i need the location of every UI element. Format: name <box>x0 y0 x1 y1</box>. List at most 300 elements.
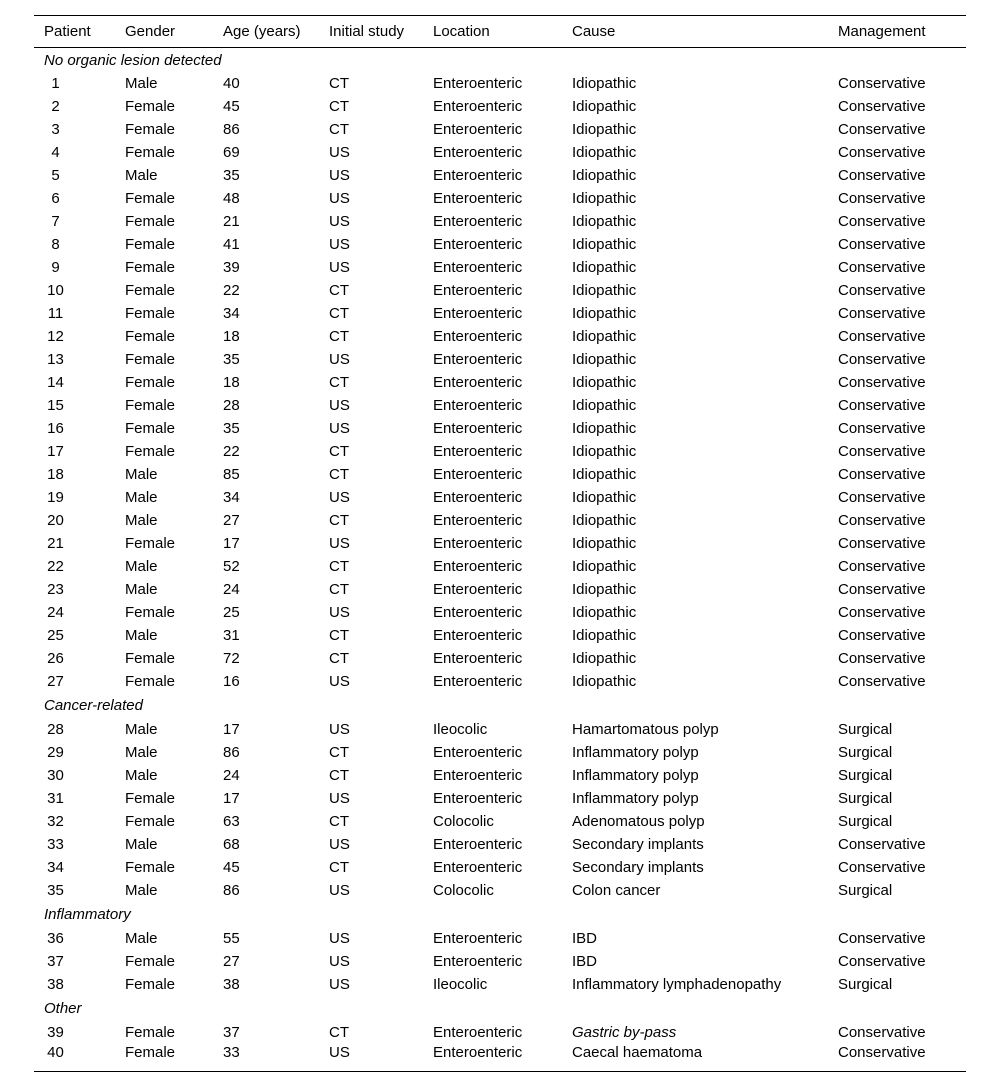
cell-cause: Idiopathic <box>572 512 637 529</box>
cell-management: Conservative <box>838 1044 926 1061</box>
cell-patient: 29 <box>47 744 64 761</box>
cell-cause: Idiopathic <box>572 121 637 138</box>
table-row <box>34 371 966 394</box>
cell-gender: Male <box>125 581 158 598</box>
cell-initial-study: CT <box>329 859 349 876</box>
cell-cause: Idiopathic <box>572 144 637 161</box>
cell-age: 34 <box>223 305 240 322</box>
cell-location: Enteroenteric <box>433 1024 523 1041</box>
cell-cause: Idiopathic <box>572 535 637 552</box>
cell-initial-study: CT <box>329 558 349 575</box>
cell-location: Enteroenteric <box>433 466 523 483</box>
cell-patient: 20 <box>47 512 64 529</box>
cell-cause: Idiopathic <box>572 489 637 506</box>
cell-cause: Idiopathic <box>572 305 637 322</box>
cell-patient: 32 <box>47 813 64 830</box>
cell-age: 28 <box>223 397 240 414</box>
cell-initial-study: US <box>329 721 350 738</box>
group-row <box>34 996 966 1021</box>
cell-age: 38 <box>223 976 240 993</box>
cell-gender: Female <box>125 397 176 414</box>
cell-initial-study: US <box>329 604 350 621</box>
cell-gender: Female <box>125 259 176 276</box>
cell-initial-study: US <box>329 535 350 552</box>
cell-initial-study: US <box>329 882 350 899</box>
cell-location: Enteroenteric <box>433 673 523 690</box>
cell-location: Enteroenteric <box>433 767 523 784</box>
cell-patient: 27 <box>47 673 64 690</box>
cell-location: Enteroenteric <box>433 328 523 345</box>
cell-location: Enteroenteric <box>433 190 523 207</box>
cell-management: Conservative <box>838 282 926 299</box>
cell-location: Enteroenteric <box>433 604 523 621</box>
cell-cause: Idiopathic <box>572 98 637 115</box>
cell-gender: Male <box>125 75 158 92</box>
cell-location: Enteroenteric <box>433 259 523 276</box>
table-row <box>34 787 966 810</box>
cell-gender: Male <box>125 836 158 853</box>
header-age: Age (years) <box>223 23 301 40</box>
cell-age: 69 <box>223 144 240 161</box>
cell-location: Enteroenteric <box>433 836 523 853</box>
cell-gender: Female <box>125 236 176 253</box>
cell-cause: Idiopathic <box>572 627 637 644</box>
cell-initial-study: US <box>329 673 350 690</box>
cell-initial-study: US <box>329 836 350 853</box>
header-patient: Patient <box>44 23 91 40</box>
cell-age: 40 <box>223 75 240 92</box>
cell-initial-study: CT <box>329 1024 349 1041</box>
cell-management: Surgical <box>838 767 893 784</box>
table-row <box>34 879 966 902</box>
group-label: Other <box>44 1000 82 1017</box>
cell-patient: 38 <box>47 976 64 993</box>
cell-patient: 35 <box>47 882 64 899</box>
group-label: No organic lesion detected <box>44 51 222 69</box>
cell-gender: Female <box>125 144 176 161</box>
cell-gender: Female <box>125 859 176 876</box>
cell-initial-study: CT <box>329 581 349 598</box>
cell-location: Colocolic <box>433 882 494 899</box>
cell-management: Conservative <box>838 489 926 506</box>
cell-gender: Male <box>125 167 158 184</box>
cell-initial-study: CT <box>329 282 349 299</box>
cell-cause: Idiopathic <box>572 581 637 598</box>
cell-initial-study: US <box>329 144 350 161</box>
cell-gender: Female <box>125 813 176 830</box>
cell-gender: Female <box>125 328 176 345</box>
cell-location: Enteroenteric <box>433 581 523 598</box>
cell-initial-study: US <box>329 790 350 807</box>
cell-initial-study: CT <box>329 767 349 784</box>
cell-age: 35 <box>223 351 240 368</box>
cell-location: Enteroenteric <box>433 953 523 970</box>
cell-cause: Idiopathic <box>572 558 637 575</box>
cell-age: 35 <box>223 420 240 437</box>
cell-cause: Idiopathic <box>572 443 637 460</box>
cell-initial-study: CT <box>329 627 349 644</box>
cell-patient: 15 <box>47 397 64 414</box>
cell-location: Enteroenteric <box>433 282 523 299</box>
header-location: Location <box>433 23 490 40</box>
group-label: Inflammatory <box>44 906 131 923</box>
cell-location: Enteroenteric <box>433 790 523 807</box>
table-row <box>34 764 966 787</box>
table-row <box>34 440 966 463</box>
cell-management: Conservative <box>838 1024 926 1041</box>
cell-location: Enteroenteric <box>433 650 523 667</box>
cell-patient: 4 <box>51 144 60 161</box>
cell-age: 85 <box>223 466 240 483</box>
cell-cause: Inflammatory polyp <box>572 767 699 784</box>
cell-initial-study: US <box>329 259 350 276</box>
cell-gender: Female <box>125 953 176 970</box>
cell-initial-study: CT <box>329 328 349 345</box>
cell-management: Conservative <box>838 190 926 207</box>
cell-patient: 1 <box>51 75 60 92</box>
cell-management: Conservative <box>838 121 926 138</box>
cell-management: Conservative <box>838 351 926 368</box>
table-row <box>34 927 966 950</box>
cell-patient: 17 <box>47 443 64 460</box>
cell-initial-study: CT <box>329 443 349 460</box>
cell-initial-study: CT <box>329 813 349 830</box>
cell-cause: Idiopathic <box>572 466 637 483</box>
cell-cause: Caecal haematoma <box>572 1044 703 1061</box>
cell-gender: Male <box>125 882 158 899</box>
header-row <box>34 16 966 48</box>
table-row <box>34 118 966 141</box>
cell-gender: Female <box>125 121 176 138</box>
cell-patient: 37 <box>47 953 64 970</box>
cell-gender: Male <box>125 466 158 483</box>
cell-age: 86 <box>223 882 240 899</box>
cell-patient: 36 <box>47 930 64 947</box>
cell-management: Conservative <box>838 144 926 161</box>
cell-location: Enteroenteric <box>433 558 523 575</box>
table-row <box>34 233 966 256</box>
cell-gender: Female <box>125 98 176 115</box>
header-cause: Cause <box>572 23 616 40</box>
cell-age: 18 <box>223 374 240 391</box>
cell-management: Conservative <box>838 650 926 667</box>
cell-initial-study: US <box>329 420 350 437</box>
cell-age: 17 <box>223 535 240 552</box>
cell-patient: 14 <box>47 374 64 391</box>
cell-gender: Female <box>125 1044 176 1061</box>
cell-location: Enteroenteric <box>433 744 523 761</box>
cell-management: Surgical <box>838 721 893 738</box>
cell-management: Conservative <box>838 512 926 529</box>
cell-initial-study: CT <box>329 650 349 667</box>
cell-location: Enteroenteric <box>433 627 523 644</box>
cell-management: Conservative <box>838 213 926 230</box>
table-row <box>34 417 966 440</box>
cell-age: 17 <box>223 721 240 738</box>
cell-initial-study: CT <box>329 374 349 391</box>
cell-patient: 33 <box>47 836 64 853</box>
cell-cause: Idiopathic <box>572 282 637 299</box>
cell-cause: Idiopathic <box>572 604 637 621</box>
table-row <box>34 509 966 532</box>
cell-management: Conservative <box>838 558 926 575</box>
cell-initial-study: CT <box>329 305 349 322</box>
cell-patient: 28 <box>47 721 64 738</box>
cell-initial-study: CT <box>329 98 349 115</box>
cell-management: Surgical <box>838 882 893 899</box>
cell-age: 17 <box>223 790 240 807</box>
cell-patient: 9 <box>51 259 60 276</box>
cell-cause: Idiopathic <box>572 213 637 230</box>
cell-patient: 19 <box>47 489 64 506</box>
table-row <box>34 647 966 670</box>
cell-management: Conservative <box>838 98 926 115</box>
cell-gender: Male <box>125 767 158 784</box>
cell-cause: Idiopathic <box>572 75 637 92</box>
cell-initial-study: US <box>329 953 350 970</box>
cell-initial-study: US <box>329 213 350 230</box>
table-header <box>34 16 966 48</box>
cell-cause: Idiopathic <box>572 650 637 667</box>
cell-age: 16 <box>223 673 240 690</box>
cell-gender: Female <box>125 213 176 230</box>
cell-age: 48 <box>223 190 240 207</box>
table-row <box>34 810 966 833</box>
cell-cause: Inflammatory polyp <box>572 790 699 807</box>
table-body <box>34 48 966 1072</box>
cell-location: Enteroenteric <box>433 213 523 230</box>
table-row <box>34 486 966 509</box>
cell-location: Enteroenteric <box>433 121 523 138</box>
group-row <box>34 902 966 927</box>
cell-management: Conservative <box>838 836 926 853</box>
cell-gender: Female <box>125 604 176 621</box>
cell-location: Enteroenteric <box>433 535 523 552</box>
cell-cause: Secondary implants <box>572 836 704 853</box>
cell-gender: Male <box>125 489 158 506</box>
cell-location: Enteroenteric <box>433 98 523 115</box>
table-row <box>34 833 966 856</box>
cell-age: 45 <box>223 859 240 876</box>
cell-cause: Idiopathic <box>572 259 637 276</box>
table-row <box>34 279 966 302</box>
cell-gender: Female <box>125 673 176 690</box>
cell-management: Conservative <box>838 259 926 276</box>
cell-initial-study: US <box>329 397 350 414</box>
cell-age: 33 <box>223 1044 240 1061</box>
cell-gender: Male <box>125 721 158 738</box>
cell-management: Conservative <box>838 627 926 644</box>
cell-management: Conservative <box>838 236 926 253</box>
group-row <box>34 693 966 718</box>
cell-initial-study: US <box>329 351 350 368</box>
cell-management: Conservative <box>838 443 926 460</box>
cell-initial-study: US <box>329 976 350 993</box>
table-row <box>34 210 966 233</box>
table-row <box>34 325 966 348</box>
cell-cause: Idiopathic <box>572 351 637 368</box>
cell-patient: 10 <box>47 282 64 299</box>
cell-age: 37 <box>223 1024 240 1041</box>
cell-age: 24 <box>223 581 240 598</box>
cell-management: Conservative <box>838 167 926 184</box>
group-row <box>34 48 966 73</box>
table-row <box>34 1044 966 1072</box>
cell-gender: Female <box>125 282 176 299</box>
cell-age: 41 <box>223 236 240 253</box>
cell-age: 45 <box>223 98 240 115</box>
cell-patient: 31 <box>47 790 64 807</box>
cell-gender: Female <box>125 420 176 437</box>
cell-management: Conservative <box>838 466 926 483</box>
cell-location: Enteroenteric <box>433 144 523 161</box>
cell-patient: 3 <box>51 121 60 138</box>
cell-age: 25 <box>223 604 240 621</box>
cell-initial-study: US <box>329 1044 350 1061</box>
table-row <box>34 187 966 210</box>
cell-management: Conservative <box>838 930 926 947</box>
cell-patient: 34 <box>47 859 64 876</box>
table-row <box>34 973 966 996</box>
cell-management: Conservative <box>838 604 926 621</box>
cell-age: 18 <box>223 328 240 345</box>
cell-location: Enteroenteric <box>433 167 523 184</box>
cell-gender: Female <box>125 190 176 207</box>
cell-patient: 2 <box>51 98 60 115</box>
cell-age: 34 <box>223 489 240 506</box>
table-row <box>34 141 966 164</box>
cell-initial-study: US <box>329 930 350 947</box>
cell-management: Surgical <box>838 744 893 761</box>
cell-cause: Adenomatous polyp <box>572 813 705 830</box>
cell-initial-study: US <box>329 190 350 207</box>
cell-cause: Idiopathic <box>572 397 637 414</box>
cell-patient: 23 <box>47 581 64 598</box>
cell-initial-study: CT <box>329 466 349 483</box>
cell-gender: Female <box>125 535 176 552</box>
cell-age: 24 <box>223 767 240 784</box>
cell-initial-study: CT <box>329 744 349 761</box>
cell-management: Conservative <box>838 535 926 552</box>
cell-patient: 21 <box>47 535 64 552</box>
cell-location: Enteroenteric <box>433 305 523 322</box>
cell-patient: 26 <box>47 650 64 667</box>
table-row <box>34 624 966 647</box>
table-row <box>34 256 966 279</box>
table-row <box>34 670 966 693</box>
cell-patient: 30 <box>47 767 64 784</box>
cell-age: 72 <box>223 650 240 667</box>
cell-patient: 39 <box>47 1024 64 1041</box>
cell-gender: Male <box>125 558 158 575</box>
cell-gender: Female <box>125 650 176 667</box>
cell-cause: Inflammatory polyp <box>572 744 699 761</box>
cell-age: 86 <box>223 744 240 761</box>
cell-initial-study: CT <box>329 121 349 138</box>
cell-location: Enteroenteric <box>433 489 523 506</box>
cell-management: Conservative <box>838 305 926 322</box>
table-row <box>34 302 966 325</box>
cell-management: Conservative <box>838 374 926 391</box>
table-row <box>34 348 966 371</box>
cell-age: 22 <box>223 282 240 299</box>
cell-patient: 40 <box>47 1044 64 1061</box>
cell-gender: Male <box>125 744 158 761</box>
cell-gender: Female <box>125 976 176 993</box>
cell-patient: 13 <box>47 351 64 368</box>
cell-age: 86 <box>223 121 240 138</box>
cell-gender: Female <box>125 443 176 460</box>
cell-cause: Idiopathic <box>572 190 637 207</box>
table-row <box>34 532 966 555</box>
cell-location: Enteroenteric <box>433 1044 523 1061</box>
cell-cause: Hamartomatous polyp <box>572 721 719 738</box>
cell-initial-study: US <box>329 167 350 184</box>
cell-gender: Male <box>125 512 158 529</box>
cell-management: Conservative <box>838 75 926 92</box>
cell-age: 52 <box>223 558 240 575</box>
cell-patient: 11 <box>47 305 64 322</box>
cell-patient: 22 <box>47 558 64 575</box>
cell-gender: Female <box>125 305 176 322</box>
table-container <box>34 15 966 1072</box>
cell-gender: Female <box>125 351 176 368</box>
cell-patient: 16 <box>47 420 64 437</box>
cell-age: 39 <box>223 259 240 276</box>
cell-management: Conservative <box>838 673 926 690</box>
cell-management: Conservative <box>838 328 926 345</box>
cell-management: Conservative <box>838 420 926 437</box>
cell-gender: Female <box>125 374 176 391</box>
cell-management: Surgical <box>838 813 893 830</box>
cell-initial-study: CT <box>329 512 349 529</box>
table-row <box>34 463 966 486</box>
cell-cause: Inflammatory lymphadenopathy <box>572 976 782 993</box>
table-row <box>34 718 966 741</box>
cell-cause: Idiopathic <box>572 420 637 437</box>
table-row <box>34 741 966 764</box>
cell-management: Conservative <box>838 859 926 876</box>
cell-gender: Male <box>125 627 158 644</box>
cell-location: Enteroenteric <box>433 374 523 391</box>
header-initial-study: Initial study <box>329 23 405 40</box>
cell-management: Surgical <box>838 976 893 993</box>
cell-location: Enteroenteric <box>433 420 523 437</box>
table-row <box>34 950 966 973</box>
cell-age: 35 <box>223 167 240 184</box>
cell-gender: Female <box>125 1024 176 1041</box>
cell-gender: Male <box>125 930 158 947</box>
cell-patient: 18 <box>47 466 64 483</box>
header-management: Management <box>838 23 926 40</box>
cell-location: Enteroenteric <box>433 397 523 414</box>
cell-cause: Idiopathic <box>572 673 637 690</box>
cell-patient: 6 <box>51 190 60 207</box>
cell-location: Ileocolic <box>433 976 488 993</box>
cell-cause: Idiopathic <box>572 167 637 184</box>
cell-location: Colocolic <box>433 813 494 830</box>
cell-cause: Idiopathic <box>572 236 637 253</box>
cell-patient: 8 <box>51 236 60 253</box>
cell-cause: IBD <box>572 930 598 947</box>
cell-age: 55 <box>223 930 240 947</box>
cell-location: Enteroenteric <box>433 75 523 92</box>
cell-age: 63 <box>223 813 240 830</box>
table-row <box>34 856 966 879</box>
cell-management: Conservative <box>838 953 926 970</box>
cell-management: Conservative <box>838 397 926 414</box>
cell-age: 22 <box>223 443 240 460</box>
